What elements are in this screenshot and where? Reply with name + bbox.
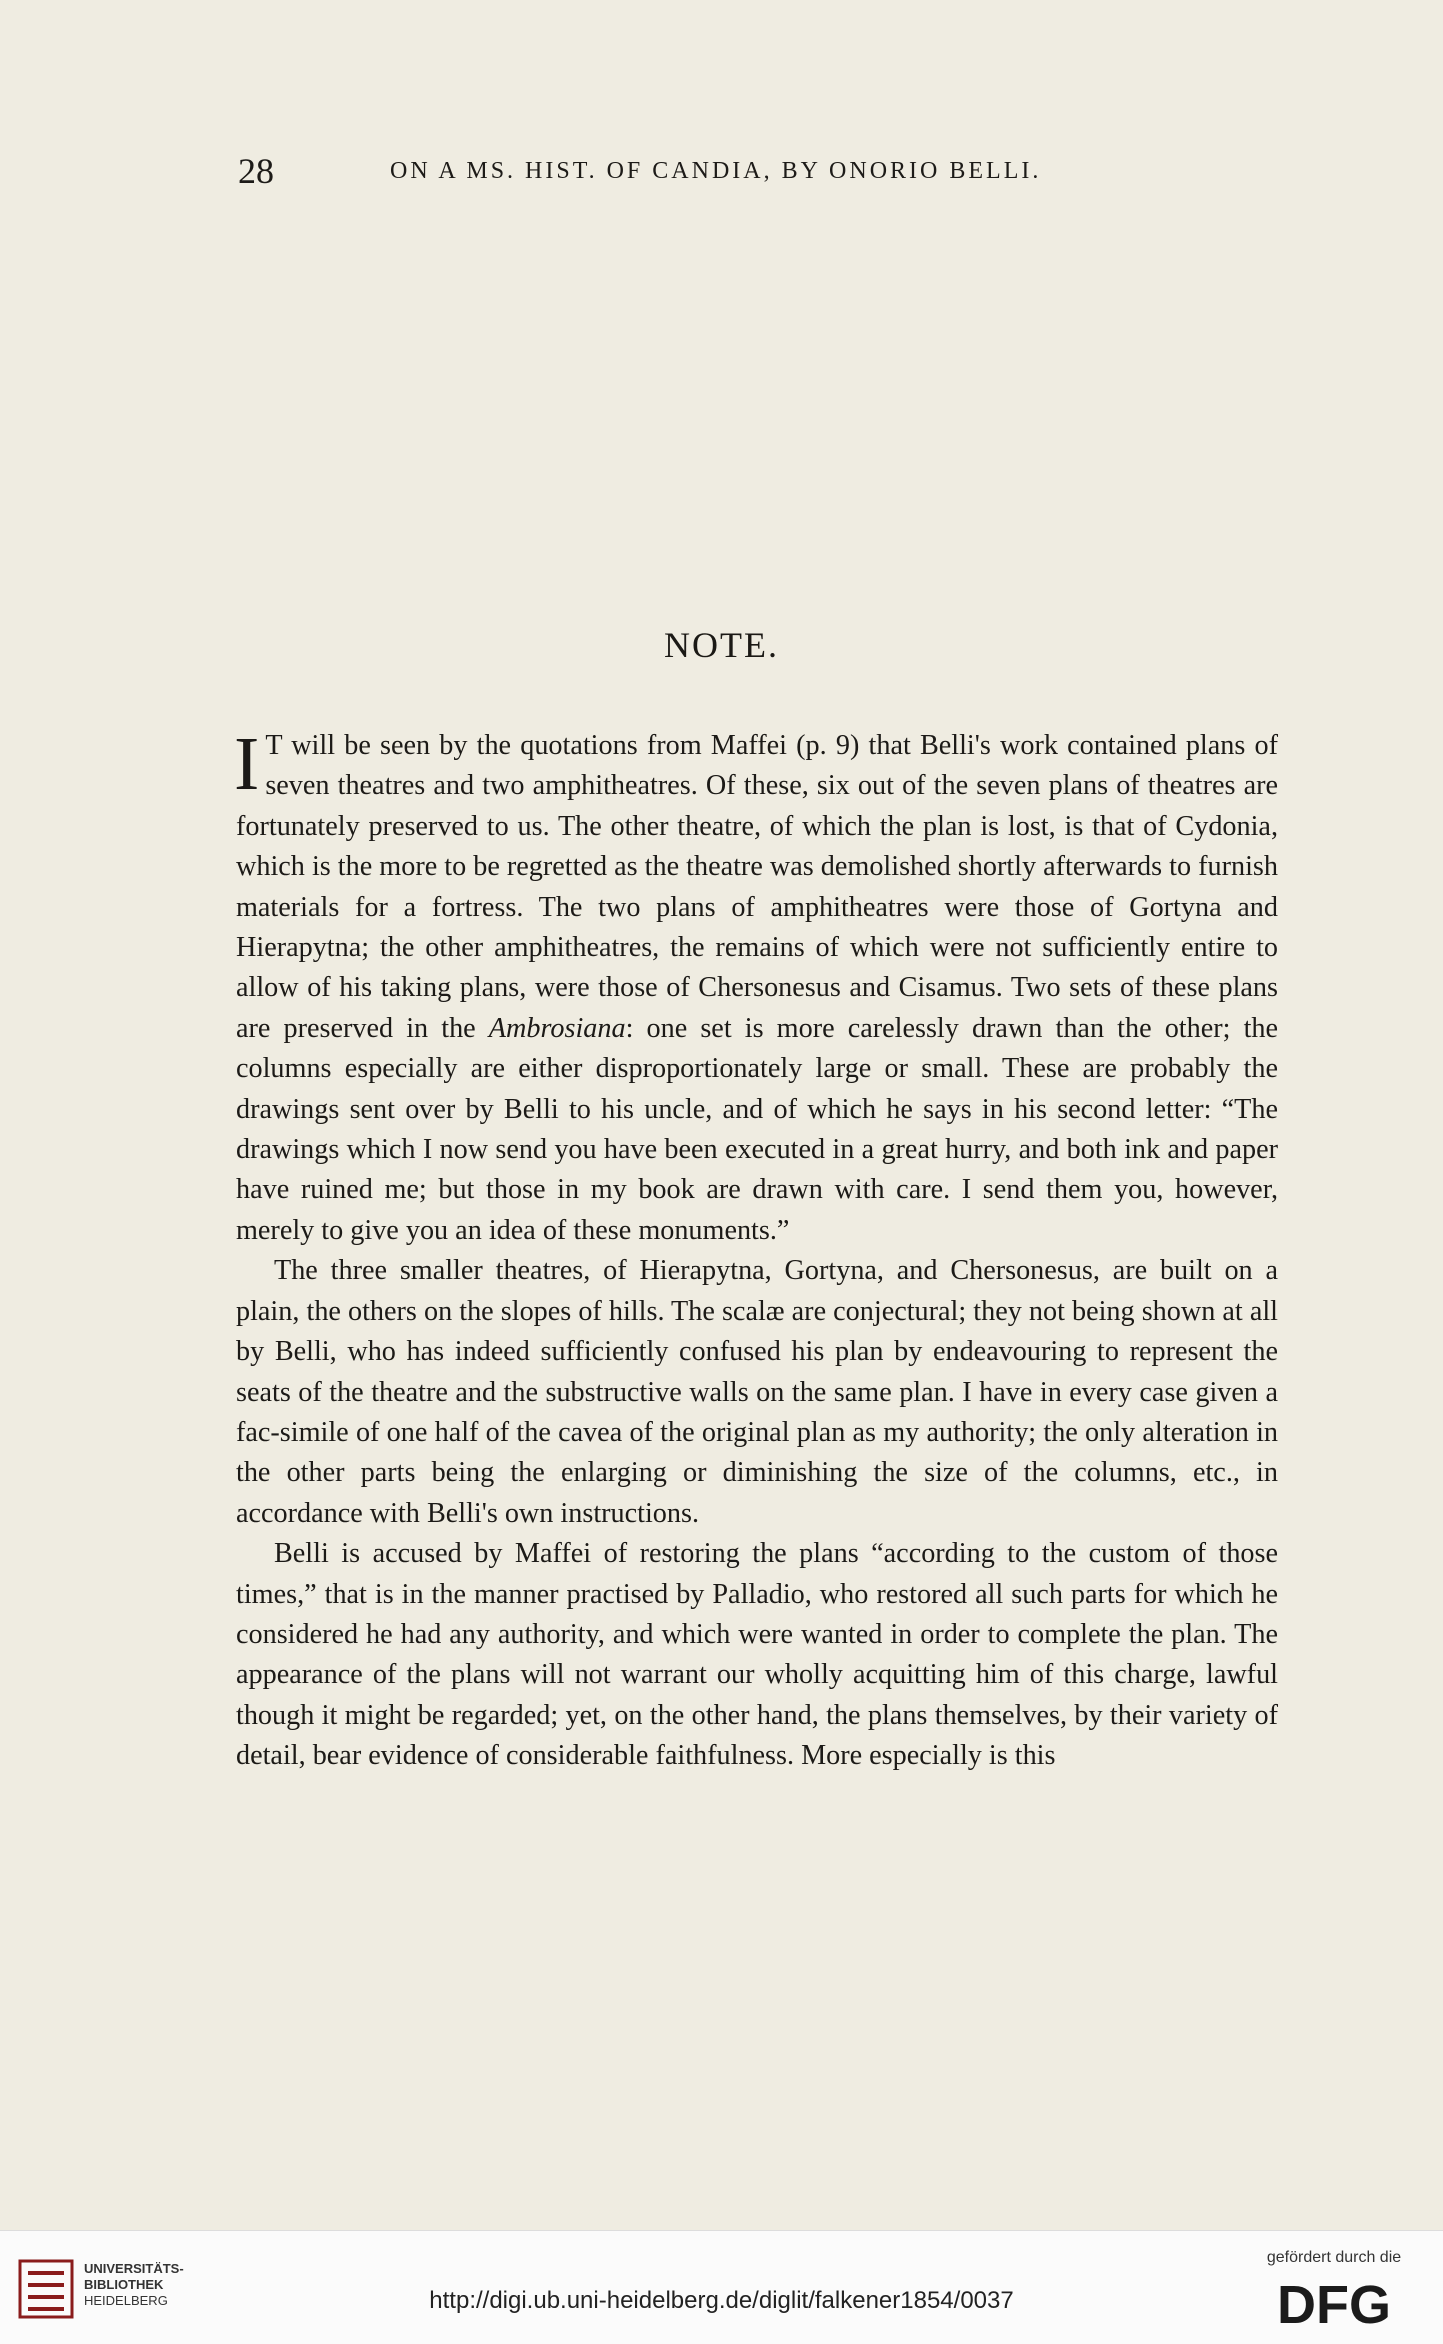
- running-title: ON A MS. HIST. OF CANDIA, BY ONORIO BELLI.: [390, 158, 1042, 184]
- dfg-logo-icon: [1259, 2275, 1409, 2331]
- paragraph-2: The three smaller theatres, of Hierapytna, Gortyna, and Chersonesus, are built on a plain, the others on the slopes of hills. The scalæ are conjectural; they not being shown at all by Belli, who has indeed sufficiently confused his plan by endeavouring to represent the seats of the theatre and the substructive walls on the same plan. I have in every case given a fac-simile of one half of the cavea of the original plan as my authority; the only alteration in the other parts being the enlarging or diminishing the size of the columns, etc., in accordance with Belli's own instructions.: [236, 1255, 1278, 1529]
- digitization-footer: [0, 2230, 1443, 2344]
- running-header: [235, 150, 1288, 190]
- funded-by-label: gefördert durch die: [1266, 2249, 1402, 2266]
- library-name: UNIVERSITÄTS- BIBLIOTHEK HEIDELBERG: [84, 2261, 184, 2308]
- section-title: NOTE.: [664, 625, 779, 665]
- drop-cap: I: [234, 722, 260, 806]
- note-body: [234, 722, 1279, 1777]
- paragraph-1: I T will be seen by the quotations from Maffei (p. 9) that Belli's work contained plans of seven theatres and two amphitheatres. Of these, six out of the seven plans of theatres are fortunately preserved to us. The other theatre, of which the plan is lost, is that of Cydonia, which is the more to be regretted as the theatre was demolished shortly afterwards to furnish materials for a fortress. The two plans of amphitheatres were those of Gortyna and Hierapytna; the other amphitheatres, the remains of which were not sufficiently entire to allow of his taking plans, were those of Chersonesus and Cisamus. Two sets of these plans are preserved in the Ambrosiana: one set is more carelessly drawn than the other; the columns especially are either disproportionately large or small. These are probably the drawings sent over by Belli to his uncle, and of which he says in his second letter: “The drawings which I now send you have been executed in a great hurry, and both ink and paper have ruined me; but those in my book are drawn with care. I send them you, however, merely to give you an idea of these monuments.”: [234, 722, 1279, 1246]
- svg-text:DFG: DFG: [1277, 2275, 1391, 2331]
- source-url-link[interactable]: http://digi.ub.uni-heidelberg.de/diglit/falkener1854/0037: [429, 2287, 1014, 2314]
- paragraph-3: Belli is accused by Maffei of restoring the plans “according to the custom of those times,” that is in the manner practised by Palladio, who restored all such parts for which he considered he had any authority, and which were wanted in order to complete the plan. The appearance of the plans will not warrant our wholly acquitting him of this charge, lawful though it might be regarded; yet, on the other hand, the plans themselves, by their variety of detail, bear evidence of considerable faithfulness. More especially is this: [236, 1538, 1278, 1772]
- italic-title: Ambrosiana: [488, 1012, 626, 1044]
- page-number: 28: [238, 151, 274, 191]
